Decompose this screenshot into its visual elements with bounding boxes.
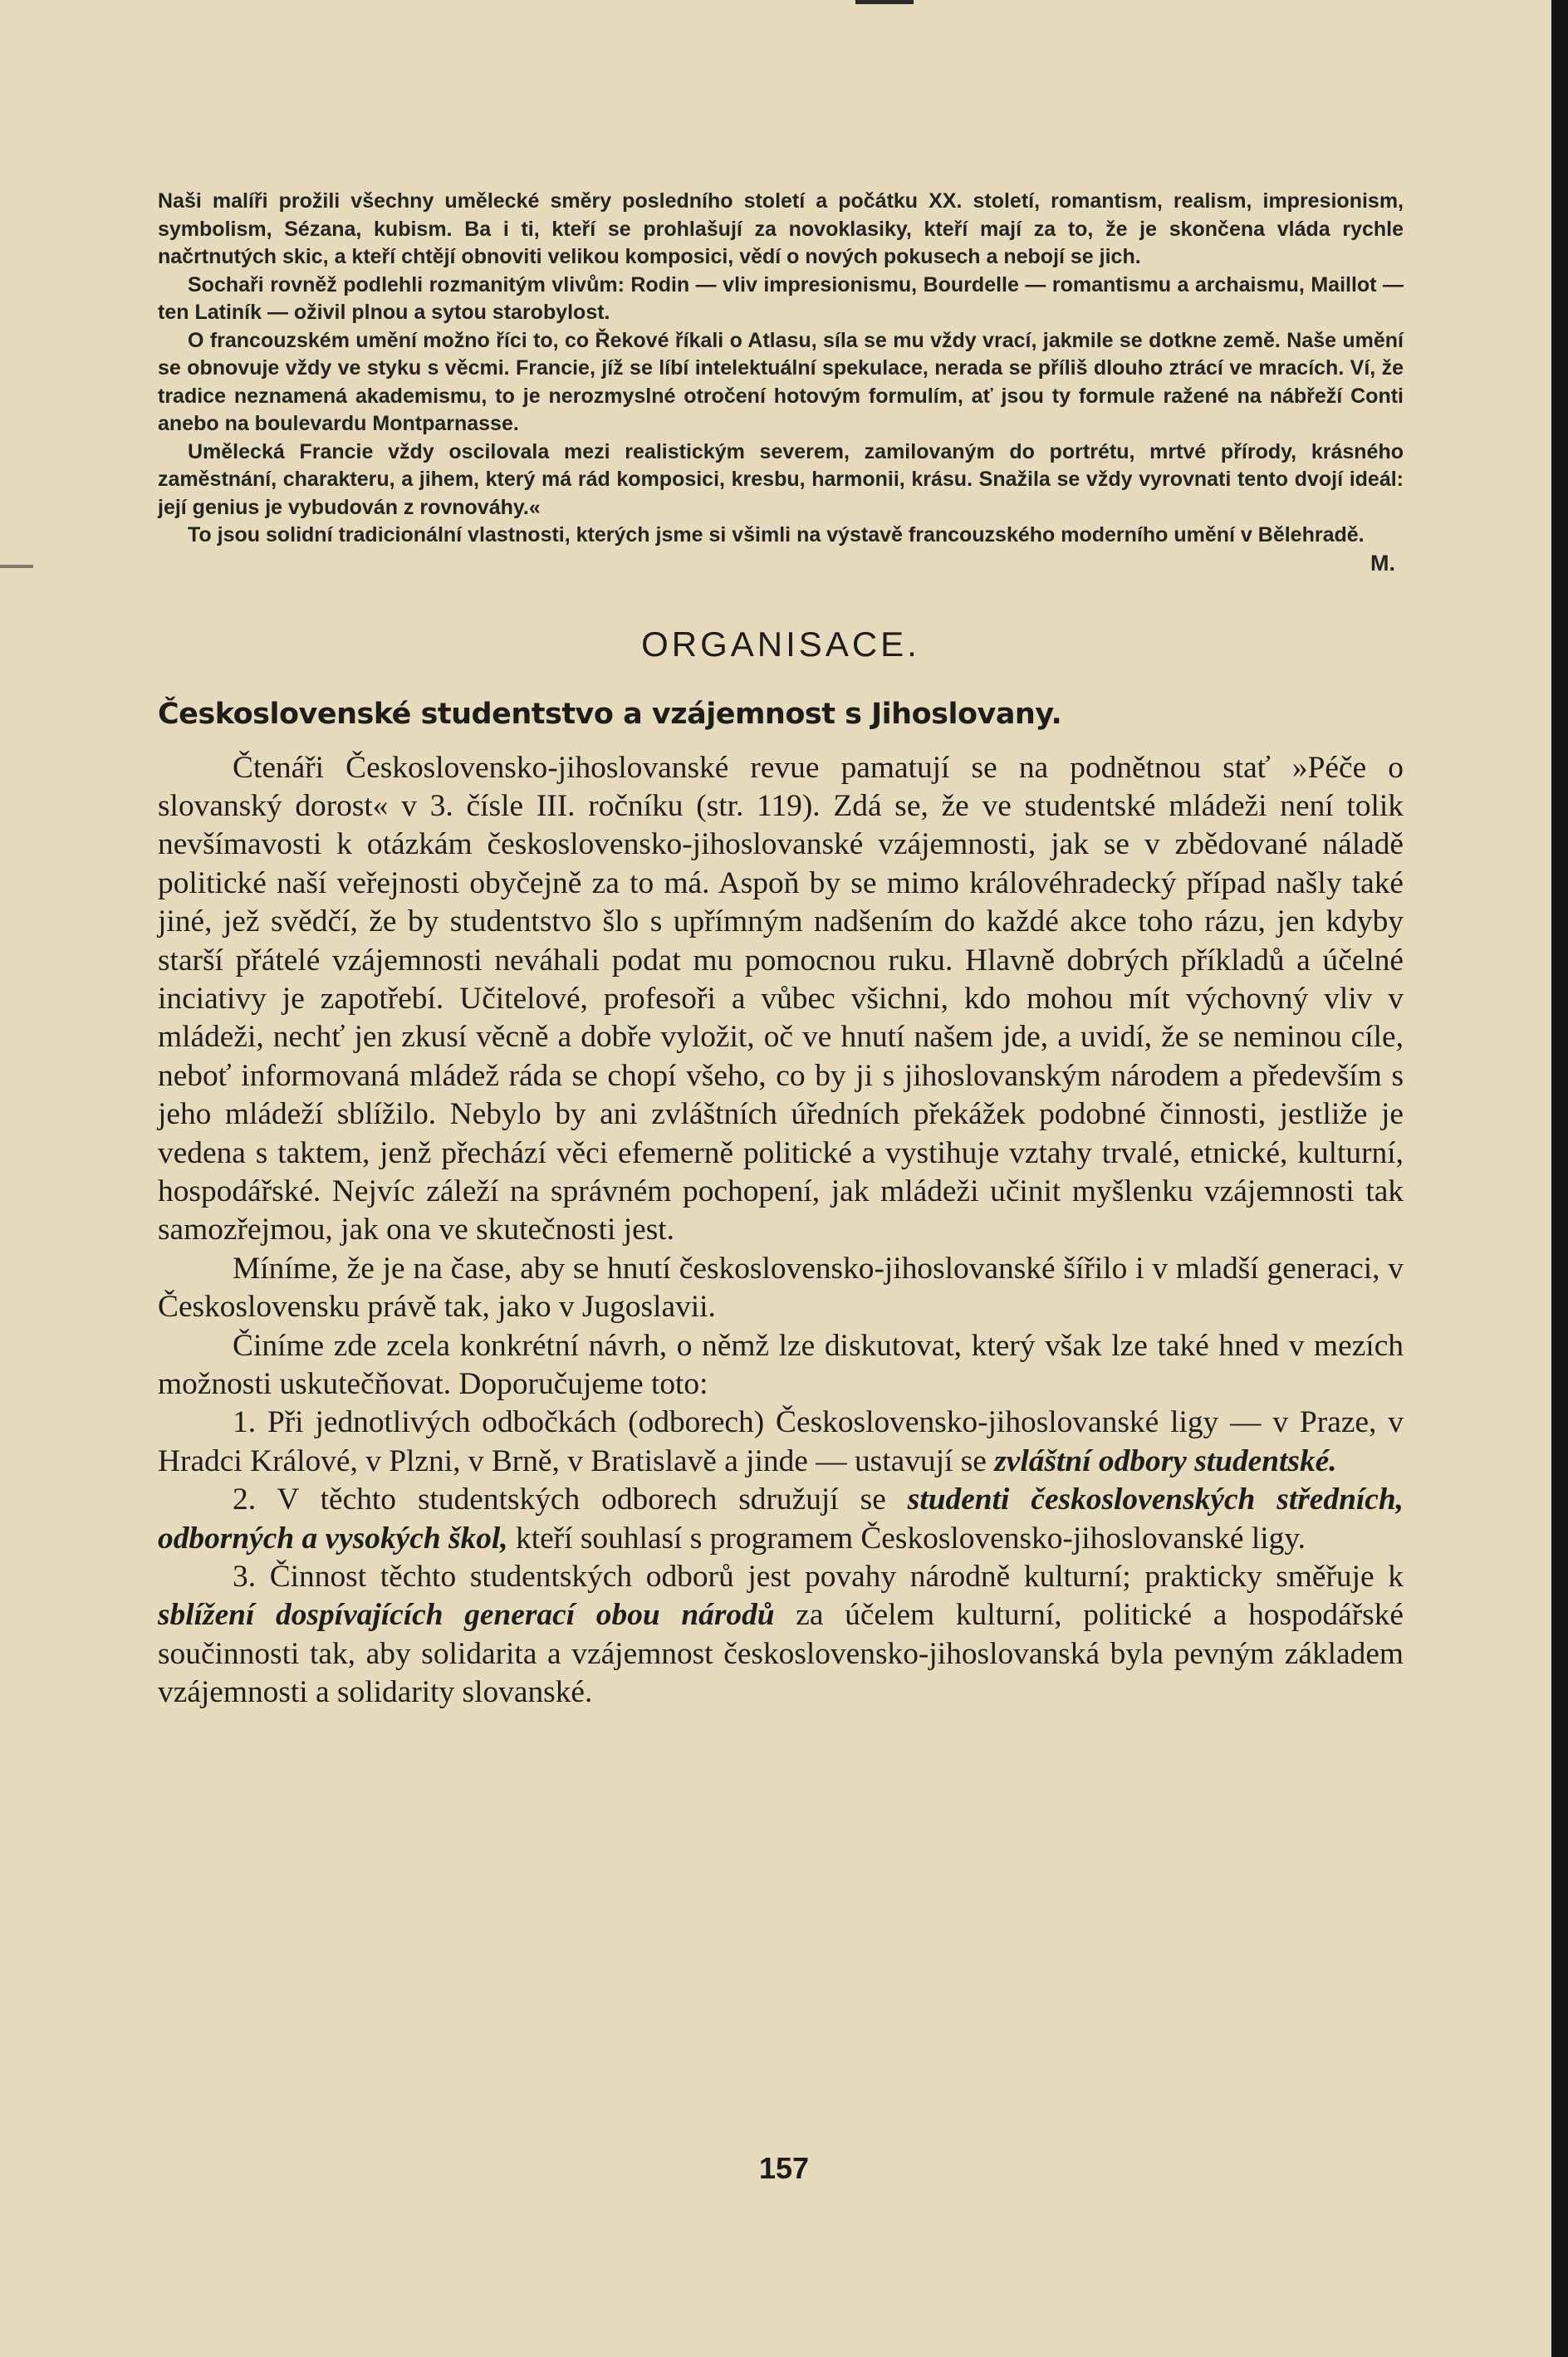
page-number: 157 bbox=[758, 2151, 810, 2185]
item-1-emphasis: zvláštní odbory studentské. bbox=[994, 1443, 1337, 1478]
author-signature: M. bbox=[1370, 550, 1395, 576]
margin-mark bbox=[0, 565, 33, 568]
intro-section bbox=[158, 188, 1404, 576]
item-3-emphasis: sblížení dospívajících generací obou národů bbox=[158, 1598, 775, 1633]
intro-paragraph-1: Naši malíři prožili všechny umělecké směry posledního století a počátku XX. století, romantism, realism, impresionism, symbolism, Sézana, kubism. Ba i ti, kteří se prohlašují za novoklasiky, kteří mají za to, že je skončena vláda rychle načrtnutých skic, a kteří chtějí obnoviti velikou komposici, vědí o nových pokusech a nebojí se jich. bbox=[158, 189, 1404, 268]
article-body bbox=[158, 749, 1404, 1713]
article-paragraph-1: Čtenáři Československo-jihoslovanské revue pamatují se na podnětnou stať »Péče o slovanský dorost« v 3. čísle III. ročníku (str. 119). Zdá se, že ve studentské mládeži není tolik nevšímavosti k otázkám československo-jihoslovanské vzájemnosti, jak se v zbědované náladě politické naší veřejnosti obyčejně za to má. Aspoň by se mimo královéhradecký případ našly také jiné, jež svědčí, že by studentstvo šlo s upřímným nadšením do každé akce toho rázu, jen kdyby starší přátelé vzájemnosti neváhali podat mu pomocnou ruku. Hlavně dobrých příkladů a účelné inciativy je zapotřebí. Učitelové, profesoři a vůbec všichni, kdo mohou mít výchovný vliv v mládeži, nechť jen zkusí věcně a dobře vyložit, oč ve hnutí našem jde, a uvidí, že se neminou cíle, neboť informovaná mládež ráda se chopí všeho, co by ji s jihoslovanským národem a především s jeho mládeží sblížilo. Nebylo by ani zvláštních úředních překážek podobné činnosti, jestliže je vedena s taktem, jenž přechází věci efemerně politické a vystihuje vztahy trvalé, etnické, kulturní, hospodářské. Nejvíc záleží na správném pochopení, jak mládeži učinit myšlenku vzájemnosti tak samozřejmou, jak ona ve skutečnosti jest. bbox=[158, 750, 1404, 1247]
item-1-text: 1. Při jednotlivých odbočkách (odborech) Československo-jihoslovanské ligy — v Praze, v Hradci Králové, v Plzni, v Brně, v Bratislavě a jinde — ustavují se bbox=[158, 1405, 1404, 1478]
scan-mark bbox=[855, 0, 914, 4]
item-3-text-end: za účelem kulturní, politické a hospodářské součinnosti tak, aby solidarita a vzájemnost československo-jihoslovanská byla pevným základem vzájemnosti a solidarity slovanské. bbox=[158, 1598, 1404, 1710]
intro-paragraph-4: Umělecká Francie vždy oscilovala mezi realistickým severem, zamilovaným do portrétu, mrtvé přírody, krásného zaměstnání, charakteru, a jihem, který má rád komposici, kresbu, harmonii, krásu. Snažila se vždy vyrovnati tento dvojí ideál: její genius je vybudován z rovnováhy.« bbox=[158, 439, 1404, 519]
article-paragraph-3: Činíme zde zcela konkrétní návrh, o němž lze diskutovat, který však lze také hned v mezích možnosti uskutečňovat. Doporučujeme toto: bbox=[158, 1328, 1404, 1401]
item-2-emphasis: studenti československých středních, odborných a vysokých škol, bbox=[158, 1482, 1404, 1556]
scan-edge bbox=[1551, 0, 1568, 2357]
article-title: Československé studentstvo a vzájemnost s Jihoslovany. bbox=[158, 697, 1062, 731]
item-3-text: 3. Činnost těchto studentských odborů jest povahy národně kulturní; prakticky směřuje k bbox=[233, 1560, 1404, 1595]
article-paragraph-4 bbox=[158, 1404, 1404, 1481]
item-2-text: 2. V těchto studentských odborech sdružují se bbox=[233, 1482, 908, 1517]
section-heading: ORGANISACE. bbox=[641, 624, 920, 664]
intro-paragraph-5-wrap bbox=[158, 522, 1404, 576]
intro-paragraph-5: To jsou solidní tradicionální vlastnosti, kterých jsme si všimli na výstavě francouzského moderního umění v Bělehradě. bbox=[188, 523, 1365, 546]
intro-paragraph-2: Sochaři rovněž podlehli rozmanitým vlivům: Rodin — vliv impresionismu, Bourdelle — romantismu a archaismu, Maillot — ten Latiník — oživil plnou a sytou starobylost. bbox=[158, 272, 1404, 324]
page-body bbox=[158, 188, 1404, 1713]
intro-paragraph-3: O francouzském umění možno říci to, co Řekové říkali o Atlasu, síla se mu vždy vrací, jakmile se dotkne země. Naše umění se obnovuje vždy ve styku s věcmi. Francie, jíž se líbí intelektuální spekulace, nerada se příliš dlouho ztrácí ve mracích. Ví, že tradice neznamená akademismu, to je nerozmyslné otročení hotovým formulím, ať jsou ty formule ražené na nábřeží Conti anebo na boulevardu Montparnasse. bbox=[158, 328, 1404, 435]
article-paragraph-6 bbox=[158, 1558, 1404, 1713]
article-paragraph-5 bbox=[158, 1481, 1404, 1558]
article-paragraph-2: Míníme, že je na čase, aby se hnutí československo-jihoslovanské šířilo i v mladší generaci, v Československu právě tak, jako v Jugoslavii. bbox=[158, 1251, 1404, 1325]
item-2-text-end: kteří souhlasí s programem Československo-jihoslovanské ligy. bbox=[507, 1521, 1306, 1556]
